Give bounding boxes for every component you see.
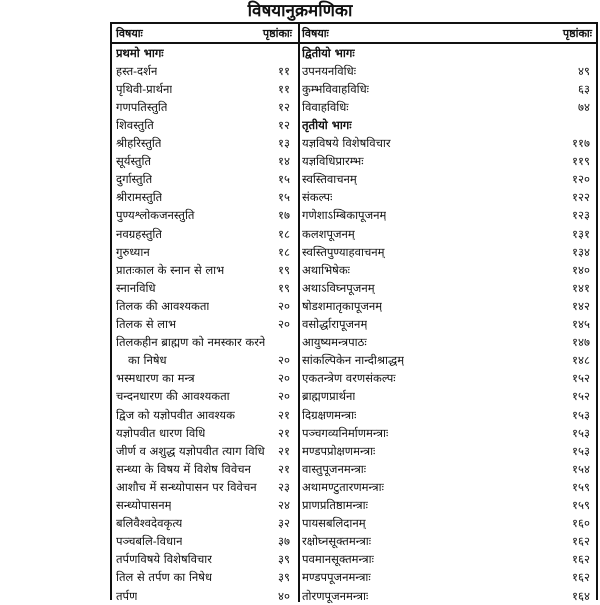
toc-entry-title: भस्मधारण का मन्त्र (116, 371, 195, 386)
toc-entry-page: १४५ (572, 317, 590, 331)
left-header-subject: विषयाः (116, 26, 143, 40)
toc-entry-title: वास्तुपूजनमन्त्राः (302, 461, 367, 476)
toc-entry (112, 478, 298, 496)
toc-entry-title: यज्ञविषये विशेषविचार (302, 136, 391, 150)
toc-entry-title: अथाऽविघ्नपूजनम् (302, 280, 375, 295)
toc-entry-title: ब्राह्मणप्रार्थना (302, 389, 356, 404)
toc-entry-title: पायसबलिदानम् (302, 516, 366, 531)
toc-entry-page: १६४ (572, 588, 590, 603)
toc-entry-page: १५४ (572, 461, 590, 476)
toc-entry-title: तृतीयो भागः (302, 117, 352, 132)
toc-entry-page: १५ (278, 172, 290, 187)
toc-entry (298, 551, 598, 569)
toc-entry-page: १६० (572, 516, 590, 531)
toc-entry (298, 406, 598, 424)
toc-entry-title: श्रीहरिस्तुति (116, 136, 162, 150)
left-header-pages: पृष्ठांकाः (262, 26, 292, 40)
toc-entry-page: १४ (278, 154, 290, 169)
toc-entry-title: तोरणपूजनमन्त्राः (302, 588, 369, 603)
toc-entry-page: २१ (278, 443, 290, 458)
toc-entry (298, 533, 598, 551)
toc-right-column (298, 24, 598, 602)
toc-entry-page: १२ (278, 117, 290, 132)
toc-entry-page: १५ (278, 190, 290, 205)
toc-entry-page: ६३ (578, 81, 590, 96)
toc-entry-page: ४० (278, 588, 290, 603)
toc-entry-title: दिग्रक्षणमन्त्राः (302, 407, 357, 422)
toc-entry-title: दुर्गास्तुति (116, 172, 153, 187)
toc-entry-title: कलशपूजनम् (302, 226, 355, 241)
toc-entry-page: २० (278, 317, 290, 331)
toc-entry (112, 442, 298, 460)
toc-entry-title: षोडशमातृकापूजनम् (302, 298, 383, 313)
toc-section-heading (298, 116, 598, 134)
toc-entry-page: २१ (278, 425, 290, 440)
right-header-pages: पृष्ठांकाः (562, 26, 592, 40)
toc-entry-title: पवमानसूक्तमन्त्राः (302, 552, 374, 567)
toc-entry-page: १९ (278, 280, 290, 295)
toc-entry (298, 587, 598, 605)
toc-entry-title: आयुष्यमन्त्रपाठः (302, 335, 367, 350)
toc-section-heading (112, 44, 298, 62)
toc-entry (112, 135, 298, 153)
toc-entry (112, 225, 298, 243)
toc-entry-title: तिलक की आवश्यकता (116, 298, 210, 313)
toc-entry-title: शिवस्तुति (116, 117, 154, 132)
toc-entry-page: १३ (278, 136, 290, 150)
toc-entry-title: प्रातःकाल के स्नान से लाभ (116, 262, 225, 277)
toc-entry (298, 515, 598, 533)
toc-entry-title: श्रीरामस्तुति (116, 190, 163, 205)
toc-entry-title: प्राणप्रतिष्ठामन्त्राः (302, 498, 368, 512)
toc-entry-page: ३७ (278, 534, 290, 549)
toc-entry (112, 189, 298, 207)
toc-entry (112, 207, 298, 225)
toc-entry-title: स्नानविधि (116, 280, 156, 295)
toc-entry (112, 62, 298, 80)
toc-entry (112, 370, 298, 388)
toc-entry (112, 80, 298, 98)
toc-entry-title: सन्ध्योपासनम् (116, 498, 172, 512)
toc-entry-title: बलिवैश्वदेवकृत्य (116, 516, 183, 531)
toc-entry-title: संकल्पः (302, 190, 333, 205)
toc-table (110, 22, 598, 603)
toc-entry-page: ४९ (578, 63, 590, 78)
toc-entry (298, 352, 598, 370)
toc-entry-page: १३१ (572, 226, 590, 241)
toc-entry-page: १२० (572, 172, 590, 187)
toc-entry-page: १२ (278, 99, 290, 114)
toc-section-heading (298, 44, 598, 62)
toc-entry-page: २३ (278, 479, 290, 494)
toc-entry (112, 297, 298, 315)
toc-entry (112, 261, 298, 279)
toc-entry (298, 370, 598, 388)
toc-entry (112, 497, 298, 515)
toc-entry-page: १९ (278, 262, 290, 277)
toc-entry-page: १५२ (572, 371, 590, 386)
toc-entry (112, 533, 298, 551)
toc-entry (298, 153, 598, 171)
left-header (112, 24, 298, 44)
toc-entry (298, 442, 598, 460)
toc-entry-page: १४७ (572, 335, 590, 350)
toc-entry (112, 424, 298, 442)
toc-entry-page: २१ (278, 461, 290, 476)
toc-entry-page: २४ (278, 498, 290, 512)
toc-entry (298, 297, 598, 315)
toc-entry (298, 334, 598, 352)
toc-entry-title: तिल से तर्पण का निषेध (116, 570, 213, 585)
toc-entry-page: ११ (278, 81, 290, 96)
toc-entry-page: १५३ (572, 443, 590, 458)
toc-entry (298, 207, 598, 225)
toc-entry (298, 424, 598, 442)
toc-entry-page: १२२ (572, 190, 590, 205)
toc-entry-page: ३९ (278, 552, 290, 567)
toc-entry (112, 316, 298, 334)
toc-entry (298, 80, 598, 98)
toc-entry (298, 478, 598, 496)
toc-entry-title: अथामण्टुतारणमन्त्राः (302, 479, 384, 494)
toc-entry (298, 460, 598, 478)
toc-entry-title: वसोर्द्धारापूजनम् (302, 317, 368, 331)
toc-entry (112, 243, 298, 261)
toc-entry (298, 189, 598, 207)
toc-entry-title: सन्ध्या के विषय में विशेष विवेचन (116, 461, 251, 476)
toc-entry-title: स्वस्तिपुण्याहवाचनम् (302, 244, 385, 259)
toc-entry-title: पुण्यश्लोकजनस्तुति (116, 208, 195, 223)
toc-entry-page: १६२ (572, 534, 590, 549)
toc-entry (112, 334, 298, 352)
toc-entry (298, 569, 598, 587)
toc-entry-page: १५३ (572, 425, 590, 440)
toc-entry-title: मण्डपप्रोक्षणमन्त्राः (302, 443, 376, 458)
toc-entry-title: पञ्चगव्यनिर्माणमन्त्राः (302, 425, 389, 440)
toc-entry-page: १६२ (572, 552, 590, 567)
toc-entry-title: गणेशाऽम्बिकापूजनम् (302, 208, 387, 223)
toc-entry-title: सांकल्पिकेन नान्दीश्राद्धम् (302, 353, 405, 368)
toc-entry (112, 515, 298, 533)
toc-entry-title: एकतन्त्रेण वरणसंकल्पः (302, 371, 396, 386)
toc-entry-page: १५९ (572, 479, 590, 494)
toc-entry-page: २१ (278, 407, 290, 422)
toc-entry-title: का निषेध (128, 353, 167, 368)
toc-entry (112, 279, 298, 297)
toc-entry-page: १४१ (572, 280, 590, 295)
toc-entry-page: १५९ (572, 498, 590, 512)
toc-entry (112, 460, 298, 478)
toc-entry-page: १४२ (572, 298, 590, 313)
toc-entry (112, 352, 298, 370)
toc-entry-title: यज्ञविधिप्रारम्भः (302, 154, 364, 169)
toc-entry-title: मण्डपपूजनमन्त्राः (302, 570, 371, 585)
toc-entry-title: गुरुध्यान (116, 244, 150, 259)
toc-entry (298, 316, 598, 334)
toc-entry-page: १३४ (572, 244, 590, 259)
right-header-subject: विषयाः (302, 26, 329, 40)
toc-entry-page: १७ (278, 208, 290, 223)
toc-entry (112, 587, 298, 605)
toc-entry (298, 243, 598, 261)
toc-entry-title: यज्ञोपवीत धारण विधि (116, 425, 206, 440)
toc-entry-page: १५३ (572, 407, 590, 422)
toc-entry-title: द्वितीयो भागः (302, 45, 355, 60)
toc-entry-title: रक्षोघ्नसूक्तमन्त्राः (302, 534, 372, 549)
toc-entry-page: ११९ (572, 154, 590, 169)
toc-entry (298, 62, 598, 80)
toc-entry-page: ३९ (278, 570, 290, 585)
toc-entry-page: १८ (278, 244, 290, 259)
toc-entry-title: विवाहविधिः (302, 99, 349, 114)
toc-entry-page: २० (278, 353, 290, 368)
toc-entry (298, 497, 598, 515)
toc-entry-page: ७४ (578, 99, 590, 114)
toc-entry-title: उपनयनविधिः (302, 63, 357, 78)
toc-entry-title: द्विज को यज्ञोपवीत आवश्यक (116, 407, 235, 422)
toc-entry (298, 135, 598, 153)
toc-entry (298, 261, 598, 279)
toc-entry-title: आशौच में सन्ध्योपासन पर विवेचन (116, 479, 257, 494)
toc-entry-title: पृथिवी-प्रार्थना (116, 81, 173, 96)
toc-entry-page: ११ (278, 63, 290, 78)
toc-entry-title: तर्पण (116, 588, 138, 603)
toc-entry (298, 98, 598, 116)
toc-entry-page: १४० (572, 262, 590, 277)
toc-entry (298, 279, 598, 297)
page-title: विषयानुक्रमणिका (247, 1, 353, 21)
right-header (298, 24, 598, 44)
toc-entry-title: हस्त-दर्शन (116, 63, 158, 78)
toc-entry (112, 551, 298, 569)
toc-entry-page: २० (278, 371, 290, 386)
toc-entry-page: १५२ (572, 389, 590, 404)
toc-entry (112, 406, 298, 424)
toc-entry-page: १६२ (572, 570, 590, 585)
toc-entry (298, 388, 598, 406)
toc-entry-page: १४८ (572, 353, 590, 368)
toc-entry-title: स्वस्तिवाचनम् (302, 172, 357, 187)
toc-entry-page: १२३ (572, 208, 590, 223)
toc-entry-title: तिलक से लाभ (116, 317, 177, 331)
toc-entry-title: कुम्भविवाहविधिः (302, 81, 369, 96)
toc-entry-title: तर्पणविषये विशेषविचार (116, 552, 212, 567)
toc-entry-page: ११७ (572, 136, 590, 150)
toc-entry (112, 153, 298, 171)
toc-entry-page: ३२ (278, 516, 290, 531)
toc-entry (298, 171, 598, 189)
toc-left-column (112, 24, 300, 602)
toc-entry-title: चन्दनधारण की आवश्यकता (116, 389, 230, 404)
toc-entry-title: गणपतिस्तुति (116, 99, 168, 114)
toc-entry (112, 116, 298, 134)
toc-entry-title: नवग्रहस्तुति (116, 226, 162, 241)
toc-entry-title: अथाभिषेकः (302, 262, 350, 277)
toc-entry (112, 171, 298, 189)
toc-entry-title: पञ्चबलि-विधान (116, 534, 183, 549)
toc-entry (298, 225, 598, 243)
toc-entry-title: तिलकहीन ब्राह्मण को नमस्कार करने (116, 335, 266, 350)
toc-entry-title: जीर्ण व अशुद्ध यज्ञोपवीत त्याग विधि (116, 443, 265, 458)
toc-entry (112, 388, 298, 406)
toc-entry-page: २० (278, 389, 290, 404)
toc-entry-title: सूर्यस्तुति (116, 154, 152, 169)
toc-entry-page: १८ (278, 226, 290, 241)
toc-entry (112, 98, 298, 116)
toc-entry (112, 569, 298, 587)
toc-entry-title: प्रथमो भागः (116, 45, 164, 60)
toc-entry-page: २० (278, 298, 290, 313)
